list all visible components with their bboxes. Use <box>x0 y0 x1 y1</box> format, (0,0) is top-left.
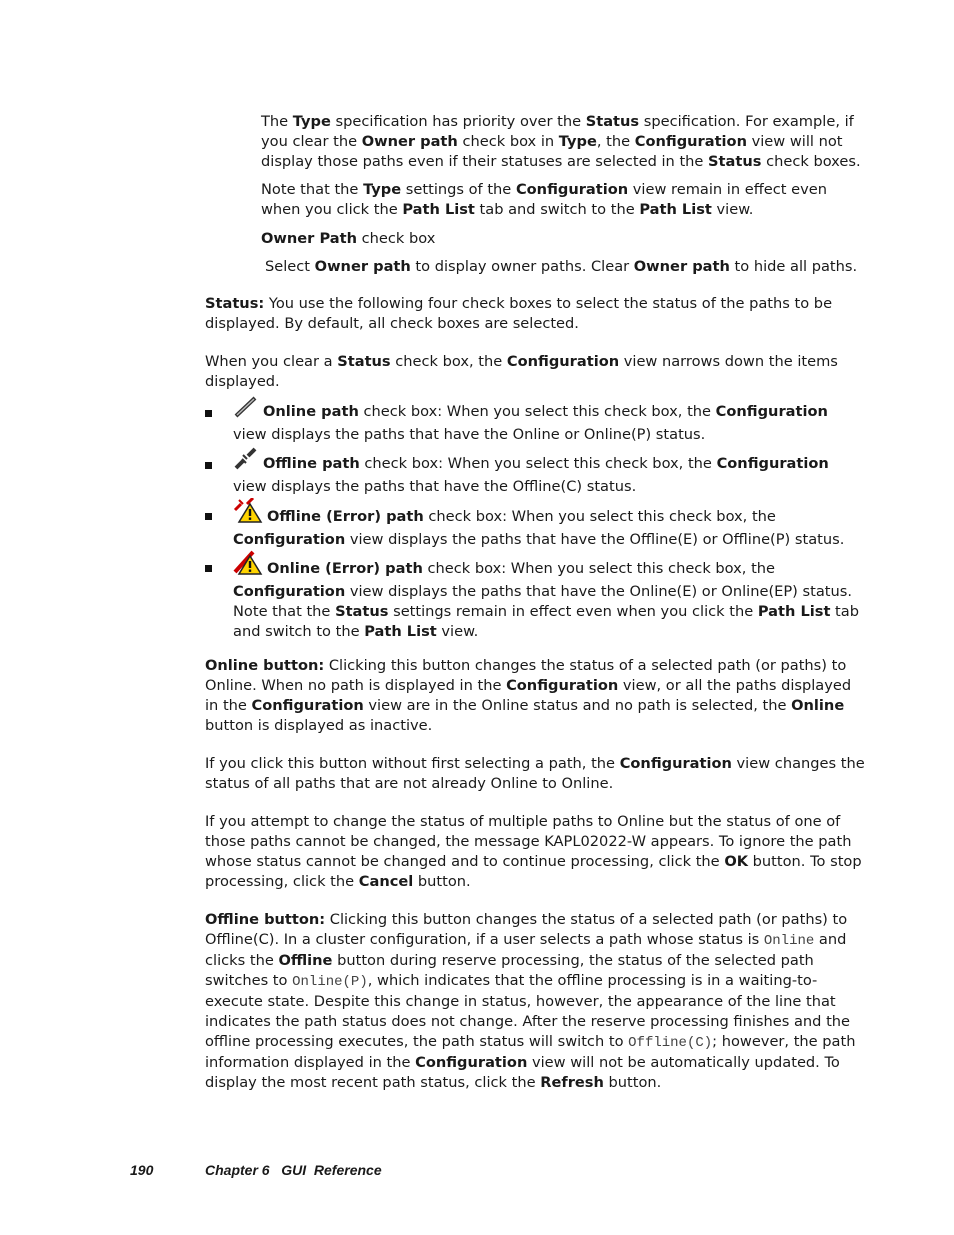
online-multiple-paragraph: If you attempt to change the status of multiple paths to Online but the status of one of those paths cannot be changed, the message KAPL02022-W appears. To ignore the path whose status cannot be changed and to continue processing, click the OK button. To stop processing, click the Cancel button. <box>205 813 862 890</box>
online-error-icon <box>233 550 263 582</box>
offline-error-icon <box>233 498 263 530</box>
bullet-online-path: Online path check box: When you select this check box, the Configuration view displays the paths that have the Online or Online(P) status. <box>233 395 865 445</box>
bullet-marker <box>205 462 212 469</box>
owner-path-heading: Owner Path check box <box>261 230 436 247</box>
type-note-paragraph: Note that the Type settings of the Configuration view remain in effect even when you click the Path List tab and switch to the Path List view. <box>261 181 827 218</box>
bullet-marker <box>205 410 212 417</box>
bullet-online-error-path: Online (Error) path check box: When you select this check box, the Configuration view displays the paths that have the Online(E) or Online(EP) status. Note that the Status settings remain in effect even when you click the Path List tab and switch to the Path List view. <box>233 550 865 642</box>
online-path-icon <box>233 395 259 425</box>
bullet-marker <box>205 565 212 572</box>
offline-path-icon <box>233 447 259 477</box>
status-clear-paragraph: When you clear a Status check box, the Configuration view narrows down the items displayed. <box>205 353 838 390</box>
bullet-offline-path: Offline path check box: When you select this check box, the Configuration view displays the paths that have the Offline(C) status. <box>233 447 865 497</box>
online-no-select-paragraph: If you click this button without first selecting a path, the Configuration view changes the status of all paths that are not already Online to Online. <box>205 755 865 792</box>
page-number: 190 <box>130 1162 154 1178</box>
online-button-paragraph: Online button: Clicking this button changes the status of a selected path (or paths) to Online. When no path is displayed in the Configuration view, or all the paths displayed in the Configuration view are in the Online status and no path is selected, the Online button is displayed as inactive. <box>205 657 852 734</box>
bullet-offline-error-path: Offline (Error) path check box: When you select this check box, the Configuration view displays the paths that have the Offline(E) or Offline(P) status. <box>233 498 865 550</box>
owner-path-description: Select Owner path to display owner paths. Clear Owner path to hide all paths. <box>265 258 858 275</box>
chapter-title: Chapter 6 GUI Reference <box>205 1162 382 1178</box>
offline-button-paragraph: Offline button: Clicking this button changes the status of a selected path (or paths) to Offline(C). In a cluster configuration, if a user selects a path whose status is Online and clicks the Offline button during reserve processing, the status of the selected path switches to Online(P), which indicates that the offline processing is in a waiting-to-execute state. Despite this change in status, however, the appearance of the line that indicates the path status does not change. After the reserve processing finishes and the offline processing executes, the path status will switch to Offline(C); however, the path information displayed in the Configuration view will not be automatically updated. To display the most recent path status, click the Refresh button. <box>205 911 856 1091</box>
status-intro-paragraph: Status: You use the following four check boxes to select the status of the paths to be displayed. By default, all check boxes are selected. <box>205 295 833 332</box>
bullet-marker <box>205 513 212 520</box>
type-priority-paragraph: The Type specification has priority over the Status specification. For example, if you clear the Owner path check box in Type, the Configuration view will not display those paths even if their statuses are selected in the Status check boxes. <box>261 113 861 170</box>
